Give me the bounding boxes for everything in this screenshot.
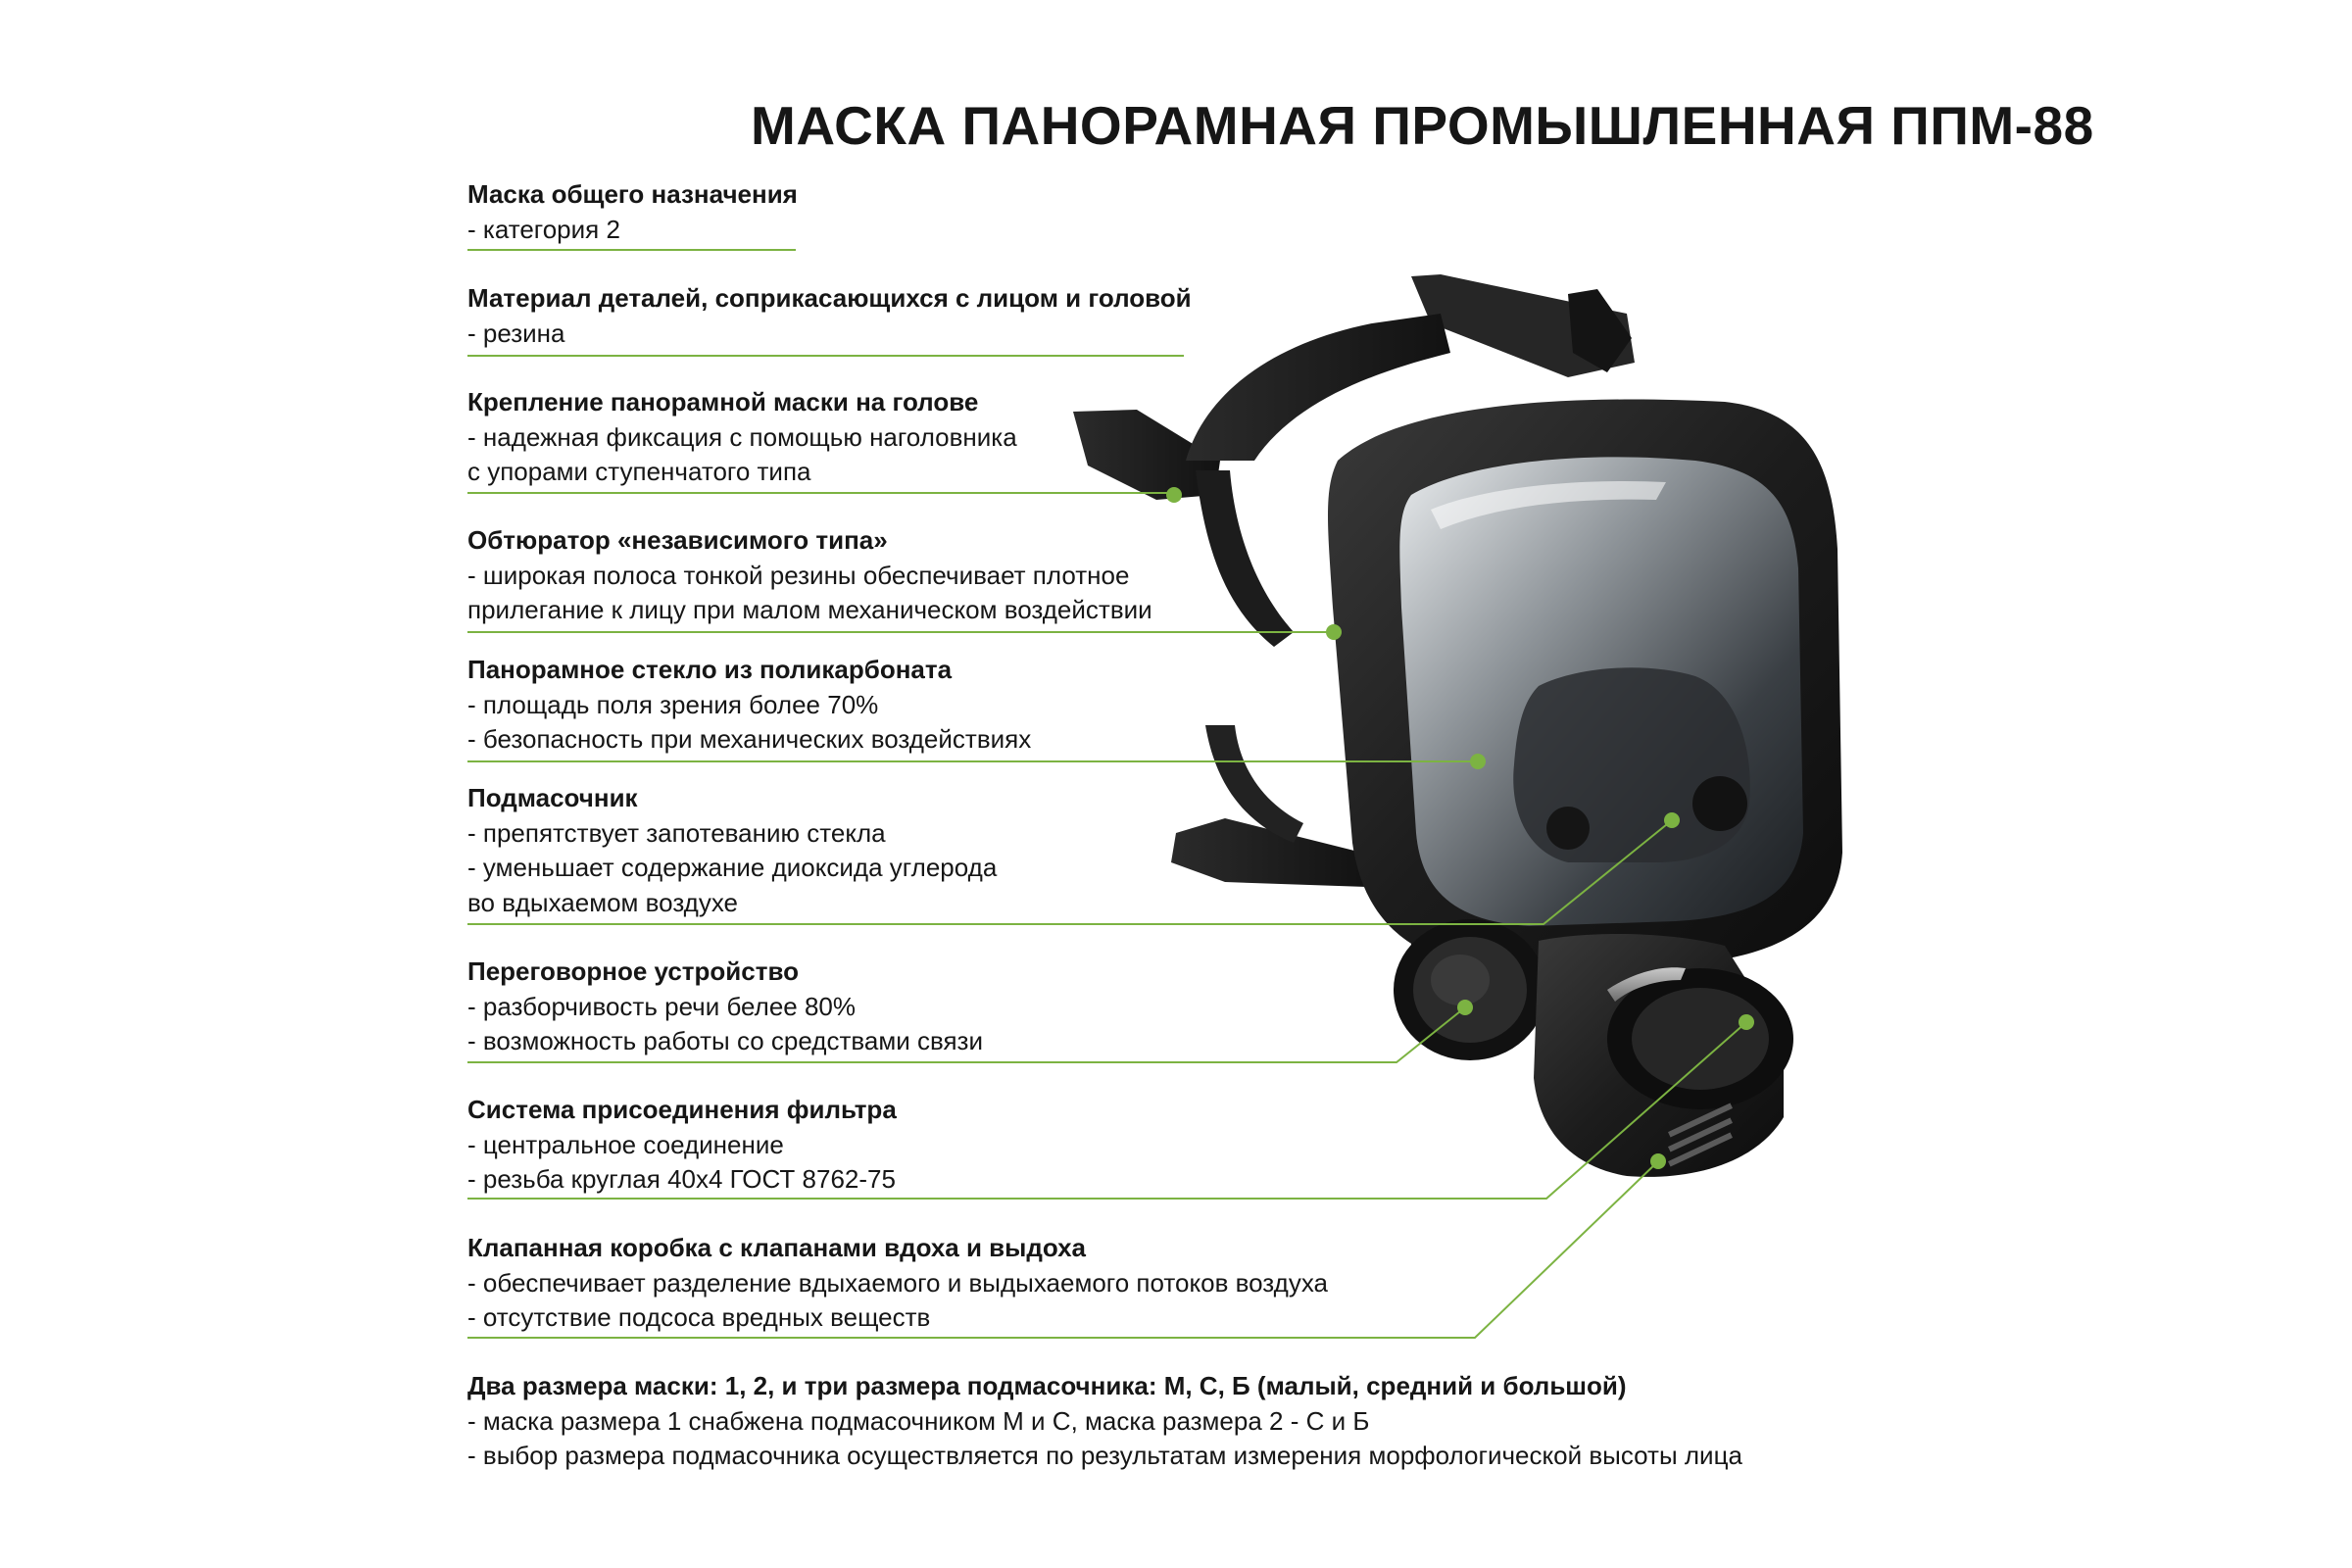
filter-thread-inner <box>1632 988 1769 1090</box>
inner-valve-left <box>1546 807 1590 850</box>
callout-dot <box>1326 624 1342 640</box>
feature-line: - центральное соединение <box>467 1129 784 1159</box>
feature-line: - резина <box>467 318 565 348</box>
feature-line: - маска размера 1 снабжена подмасочником М и С, маска размера 2 - С и Б <box>467 1405 1370 1436</box>
callout-dot <box>1457 1000 1473 1015</box>
side-strap <box>1196 470 1294 647</box>
feature-line: - широкая полоса тонкой резины обеспечивает плотное <box>467 560 1130 590</box>
feature-line: с упорами ступенчатого типа <box>467 457 811 486</box>
callout-valve-box <box>467 1161 1658 1338</box>
feature-heading: Система присоединения фильтра <box>467 1095 897 1124</box>
feature-heading: Маска общего назначения <box>467 179 798 209</box>
callout-head-harness <box>467 493 1174 495</box>
feature-line: - резьба круглая 40х4 ГОСТ 8762-75 <box>467 1164 896 1194</box>
feature-line: - выбор размера подмасочника осуществляется по результатам измерения морфологической высоты лица <box>467 1441 1742 1470</box>
feature-heading: Клапанная коробка с клапанами вдоха и выдоха <box>467 1233 1087 1262</box>
callout-dot <box>1664 812 1680 828</box>
callout-dot <box>1470 754 1486 769</box>
feature-line: - площадь поля зрения более 70% <box>467 689 879 719</box>
feature-heading: Обтюратор «независимого типа» <box>467 525 888 555</box>
callout-dot <box>1166 487 1182 503</box>
feature-line: - обеспечивает разделение вдыхаемого и выдыхаемого потоков воздуха <box>467 1267 1328 1298</box>
feature-line: - отсутствие подсоса вредных веществ <box>467 1302 931 1332</box>
feature-heading: Переговорное устройство <box>467 956 799 986</box>
feature-line: - разборчивость речи белее 80% <box>467 991 857 1021</box>
page-title: МАСКА ПАНОРАМНАЯ ПРОМЫШЛЕННАЯ ППМ-88 <box>751 95 2094 156</box>
feature-heading: Панорамное стекло из поликарбоната <box>467 655 953 684</box>
speech-device-center <box>1431 955 1490 1005</box>
feature-line: - надежная фиксация с помощью наголовника <box>467 421 1017 452</box>
feature-line: - возможность работы со средствами связи <box>467 1026 983 1055</box>
callout-dot <box>1739 1014 1754 1030</box>
feature-line: во вдыхаемом воздухе <box>467 887 739 917</box>
feature-heading: Крепление панорамной маски на голове <box>467 387 979 416</box>
feature-line: - безопасность при механических воздействиях <box>467 724 1032 754</box>
feature-heading: Подмасочник <box>467 783 638 812</box>
feature-heading: Два размера маски: 1, 2, и три размера подмасочника: М, С, Б (малый, средний и большой) <box>467 1371 1627 1400</box>
callout-speech-device <box>467 1007 1465 1062</box>
inner-valve <box>1692 776 1747 831</box>
mask-body <box>1328 400 1842 1030</box>
valve-box <box>1534 934 1793 1177</box>
feature-line: прилегание к лицу при малом механическом воздействии <box>467 595 1152 624</box>
feature-line: - категория 2 <box>467 214 620 244</box>
callout-dot <box>1650 1153 1666 1169</box>
speech-device <box>1394 919 1546 1060</box>
feature-heading: Материал деталей, соприкасающихся с лицом и головой <box>467 283 1192 313</box>
feature-line: - уменьшает содержание диоксида углерода <box>467 853 998 882</box>
feature-line: - препятствует запотеванию стекла <box>467 817 886 848</box>
